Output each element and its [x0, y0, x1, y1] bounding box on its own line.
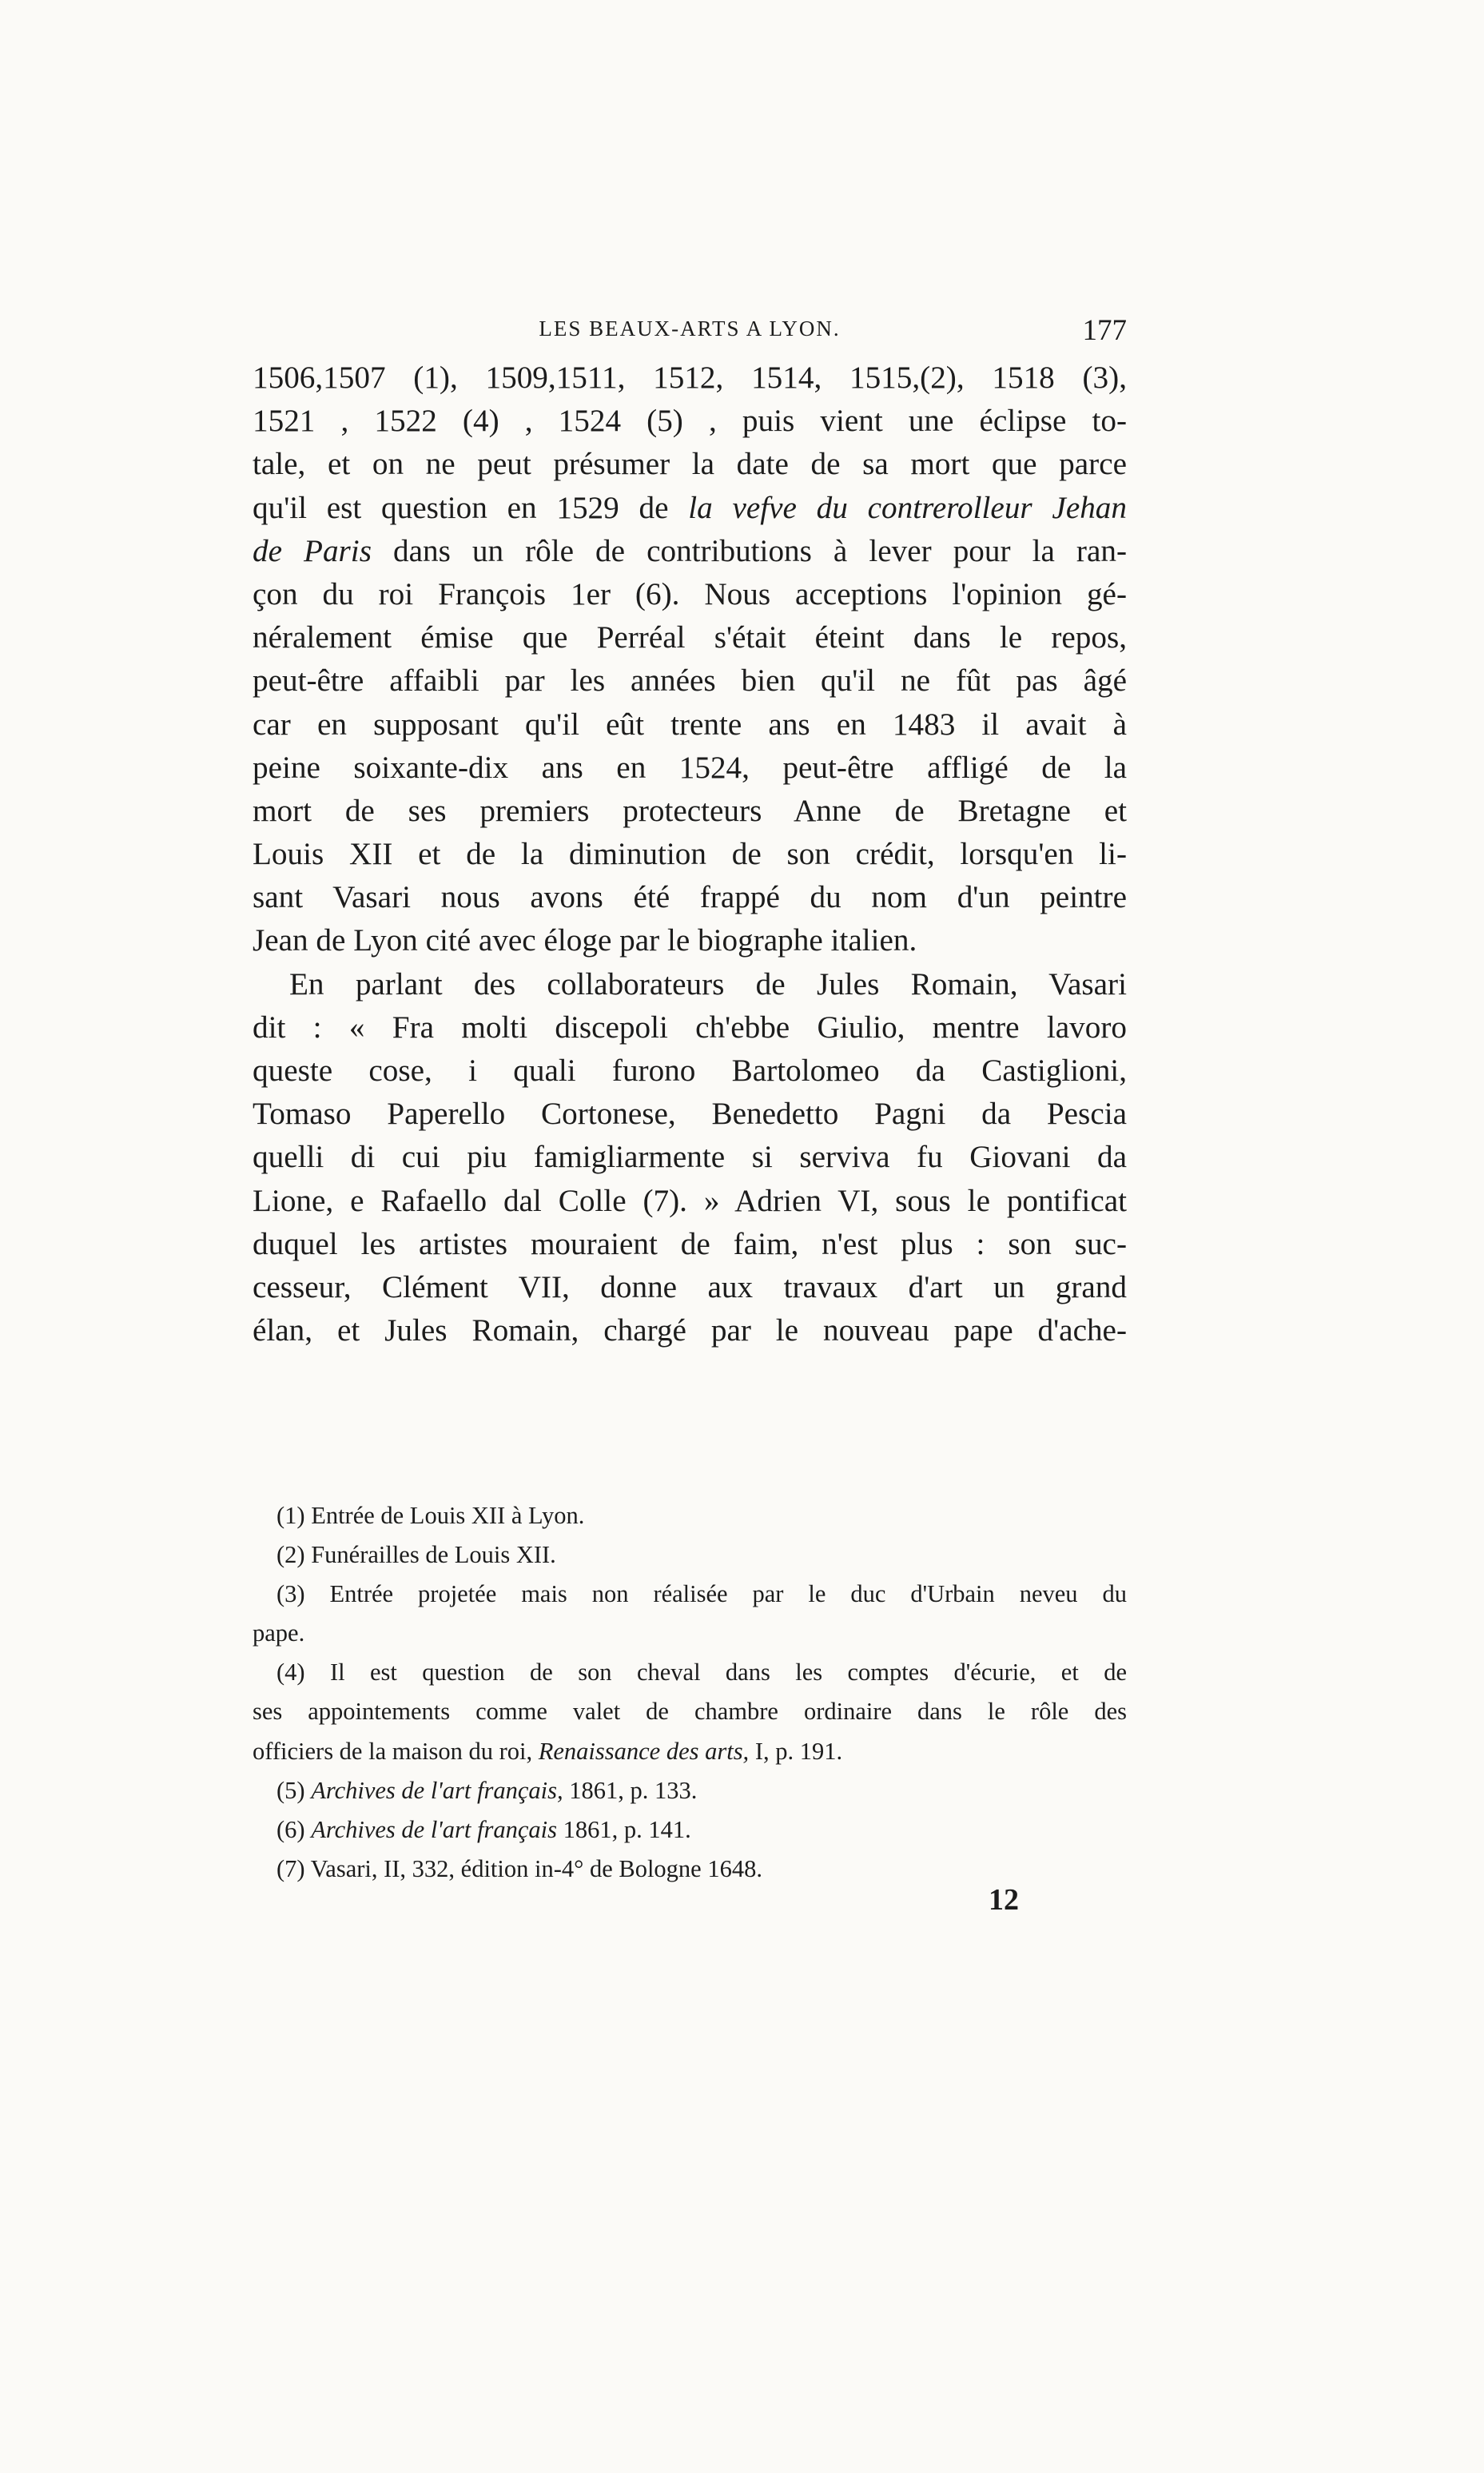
body-line: peut-être affaibli par les années bien qu'il ne fût pas âgé — [253, 663, 1127, 699]
body-line: çon du roi François 1er (6). Nous acceptions l'opinion gé- — [253, 576, 1127, 611]
body-line: Tomaso Paperello Cortonese, Benedetto Pagni da Pescia — [253, 1097, 1127, 1132]
footnote-line: officiers de la maison du roi, Renaissance des arts, I, p. 191. — [253, 1737, 843, 1765]
footnote-line: ses appointements comme valet de chambre ordinaire dans le rôle des — [253, 1698, 1127, 1726]
footnote-line: pape. — [253, 1619, 305, 1647]
body-line: dit : « Fra molti discepoli ch'ebbe Giulio, mentre lavoro — [253, 1010, 1127, 1045]
body-line: En parlant des collaborateurs de Jules Romain, Vasari — [289, 966, 1127, 1002]
body-line: queste cose, i quali furono Bartolomeo da Castiglioni, — [253, 1053, 1127, 1088]
body-line: duquel les artistes mouraient de faim, n'est plus : son suc- — [253, 1226, 1127, 1261]
footnote-line: (5) Archives de l'art français, 1861, p. 133. — [277, 1776, 698, 1804]
page-number: 177 — [1082, 314, 1127, 347]
body-line: quelli di cui piu famigliarmente si serviva fu Giovani da — [253, 1140, 1127, 1175]
body-line: peine soixante-dix ans en 1524, peut-être affligé de la — [253, 750, 1127, 785]
italic-text: de Paris — [253, 533, 372, 568]
italic-text: la vefve du contrerolleur Jehan — [688, 490, 1127, 525]
body-line: Louis XII et de la diminution de son crédit, lorsqu'en li- — [253, 837, 1127, 872]
footnote-line: (6) Archives de l'art français 1861, p. 141. — [277, 1815, 691, 1843]
body-line: de Paris dans un rôle de contributions à lever pour la ran- — [253, 533, 1127, 568]
body-line: car en supposant qu'il eût trente ans en 1483 il avait à — [253, 707, 1127, 742]
italic-text: Renaissance des arts, — [538, 1737, 750, 1765]
body-line: Jean de Lyon cité avec éloge par le biographe italien. — [253, 923, 917, 958]
footnote-line: (3) Entrée projetée mais non réalisée par le duc d'Urbain neveu du — [277, 1580, 1127, 1608]
running-head — [253, 313, 1127, 353]
body-line: qu'il est question en 1529 de la vefve du contrerolleur Jehan — [253, 490, 1127, 525]
body-line: 1521 , 1522 (4) , 1524 (5) , puis vient une éclipse to- — [253, 404, 1127, 439]
body-line: cesseur, Clément VII, donne aux travaux d'art un grand — [253, 1269, 1127, 1304]
footnote-line: (1) Entrée de Louis XII à Lyon. — [277, 1502, 585, 1529]
signature-mark: 12 — [989, 1883, 1019, 1917]
footnote-line: (7) Vasari, II, 332, édition in-4° de Bologne 1648. — [277, 1854, 762, 1882]
footnote-line: (4) Il est question de son cheval dans les comptes d'écurie, et de — [277, 1659, 1127, 1686]
footnotes — [253, 1496, 1127, 1889]
body-line: 1506,1507 (1), 1509,1511, 1512, 1514, 1515,(2), 1518 (3), — [253, 360, 1127, 395]
body-line: sant Vasari nous avons été frappé du nom d'un peintre — [253, 880, 1127, 915]
body-line: élan, et Jules Romain, chargé par le nouveau pape d'ache- — [253, 1313, 1127, 1348]
body-line: tale, et on ne peut présumer la date de sa mort que parce — [253, 447, 1127, 482]
body-line: mort de ses premiers protecteurs Anne de Bretagne et — [253, 793, 1127, 828]
body-text — [253, 356, 1127, 1352]
footnote-line: (2) Funérailles de Louis XII. — [277, 1541, 556, 1569]
body-line: néralement émise que Perréal s'était éteint dans le repos, — [253, 620, 1127, 655]
running-title: LES BEAUX-ARTS A LYON. — [539, 317, 841, 340]
italic-text: Archives de l'art français — [311, 1815, 558, 1843]
italic-text: Archives de l'art français, — [311, 1776, 563, 1804]
body-line: Lione, e Rafaello dal Colle (7). » Adrien VI, sous le pontificat — [253, 1183, 1127, 1218]
